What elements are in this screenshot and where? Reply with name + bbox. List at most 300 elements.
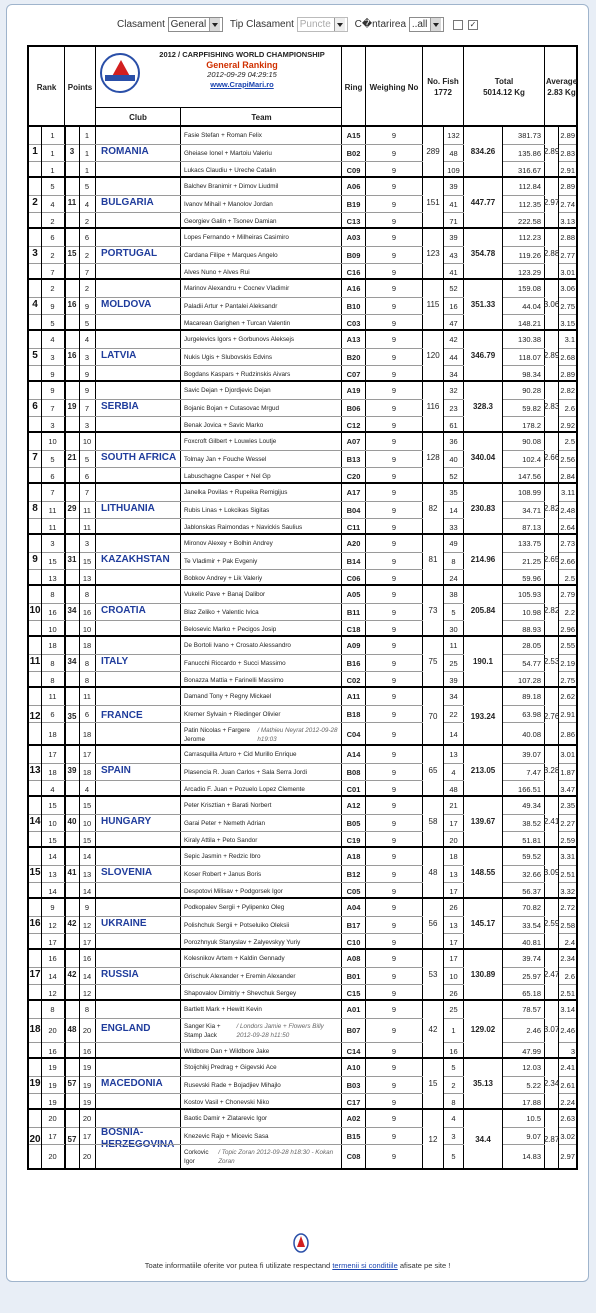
team-names [181,382,342,399]
ranking-title: General Ranking [206,60,278,70]
ring-cell: A14 [342,746,366,763]
ring-cell: A04 [342,899,366,916]
weighing-cell: 9 [366,899,423,916]
fish-cell: 39 [444,178,464,195]
team-rank: 9 [41,899,65,916]
team-members: Te Vladimir + Pak Evgeniy [184,557,258,565]
team-members: Jurgelevics Igors + Gorbunovs Aleksejs [184,336,295,343]
fish-cell: 39 [444,229,464,246]
team-rank: 3 [41,417,65,433]
weighing-cell: 9 [366,950,423,967]
team-rank: 12 [41,985,65,1001]
chevron-down-icon [209,18,220,31]
team-points: 18 [79,637,96,654]
country-name[interactable]: SPAIN [96,746,181,795]
team-members: Lopes Fernando + Milheiras Casimiro [184,234,289,241]
avg-cell: 3.47 [560,784,575,794]
team-points: 5 [79,451,96,467]
club-header: Club [96,107,181,127]
group-avg: 2.76 [545,688,559,744]
chevron-down-icon [430,18,441,31]
ranking-table [27,45,578,1170]
team-members: Shapovalov Dimitriy + Shevchuk Sergey [184,989,297,997]
group-total: 148.55 [464,848,503,897]
avg-cell: 3.14 [560,1005,575,1014]
country-name[interactable]: RUSSIA [96,950,181,999]
kg-cell: 25.97 [503,968,545,984]
points-cell: 19 [67,402,77,411]
weighing-cell: 9 [366,968,423,984]
ranking-group [29,637,576,688]
kg-cell: 2.46 [503,1019,545,1042]
team-points: 1 [79,127,96,144]
fish-cell: 34 [444,366,464,382]
fish-cell: 14 [444,723,464,746]
team-members: Lukacs Claudiu + Ureche Catalin [184,166,276,174]
avg-cell: 2.46 [560,1026,575,1035]
checkbox-unchecked[interactable] [453,20,463,30]
ring-cell: C16 [342,264,366,280]
country-name[interactable]: MACEDONIA [96,1059,181,1108]
team-members: Patin Nicolas + Fargere Jerome [184,726,250,743]
country-name[interactable]: ENGLAND [96,1001,181,1057]
team-points: 4 [79,331,96,348]
ring-cell: A05 [342,586,366,603]
kg-cell: 112.23 [503,229,545,246]
weighing-cell: 9 [366,781,423,797]
team-points: 8 [79,586,96,603]
avg-cell: 2.5 [564,573,575,583]
team-points: 7 [79,400,96,416]
weighing-cell: 9 [366,832,423,848]
avg-cell: 2.66 [560,556,575,566]
team-names [181,400,342,416]
rank-cell: 9 [32,554,38,565]
ring-cell: B17 [342,917,366,933]
fish-cell: 26 [444,899,464,916]
team-rank: 7 [41,264,65,280]
country-name[interactable]: LATVIA [96,331,181,380]
country-name[interactable]: CROATIA [96,586,181,635]
team-members: Knezevic Rajo + Micevic Sasa [184,1132,269,1140]
weighing-cell: 9 [366,764,423,780]
country-name[interactable]: BOSNIA-HERZEGOVINA [96,1110,181,1168]
rank-cell: 5 [32,350,38,361]
avg-cell: 2.86 [560,730,575,739]
points-cell: 57 [67,1079,77,1088]
team-points: 2 [79,213,96,229]
ring-cell: C03 [342,315,366,331]
weighing-cell: 9 [366,178,423,195]
weighing-cell: 9 [366,349,423,365]
team-points: 20 [79,1145,96,1168]
weighing-cell: 9 [366,417,423,433]
country-name[interactable]: SOUTH AFRICA [96,433,181,482]
group-fish: 73 [423,586,444,635]
group-total: 34.4 [464,1110,503,1168]
kg-cell: 316.67 [503,162,545,178]
weighing-cell: 9 [366,1077,423,1093]
championship-title: 2012 / CARPFISHING WORLD CHAMPIONSHIP [159,50,325,59]
team-names [181,349,342,365]
team-points: 4 [79,781,96,797]
avg-cell: 2.88 [560,233,575,242]
ranking-rows [29,127,576,1168]
country-name[interactable]: KAZAKHSTAN [96,535,181,584]
ring-cell: C14 [342,1043,366,1059]
avg-cell: 2.59 [560,835,575,845]
team-members: Georgiev Galin + Tsonev Damian [184,217,277,225]
team-points: 13 [79,570,96,586]
team-members: Bojanic Bojan + Cutasovac Mrgud [184,404,280,412]
cantarirea-select[interactable]: ..all [409,17,445,32]
team-points: 8 [79,1001,96,1018]
points-cell: 11 [67,198,77,207]
terms-link[interactable]: termenii si conditiile [332,1261,398,1270]
ring-cell: B04 [342,502,366,518]
team-members: Vukelic Pave + Banaj Dalibor [184,591,266,598]
fish-cell: 26 [444,985,464,1001]
team-members: Peter Krisztian + Barati Norbert [184,802,272,809]
points-cell: 48 [67,1024,77,1034]
kg-cell: 105.93 [503,586,545,603]
team-points: 19 [79,1059,96,1076]
group-avg: 2.34 [545,1059,559,1108]
team-points: 19 [79,1077,96,1093]
team-members: Rusevski Rade + Bojadjiev Mihajlo [184,1081,281,1089]
rank-cell: 8 [32,503,38,514]
team-points: 15 [79,797,96,814]
ring-cell: B07 [342,1019,366,1042]
country-name[interactable]: UKRAINE [96,899,181,948]
ranking-group [29,433,576,484]
team-rank: 7 [41,484,65,501]
weighing-cell: 9 [366,162,423,178]
team-names [181,264,342,280]
ring-cell: A12 [342,797,366,814]
weighing-cell: 9 [366,706,423,722]
kg-cell: 166.51 [503,781,545,797]
team-rank: 9 [41,366,65,382]
team-rank: 17 [41,934,65,950]
team-names [181,553,342,569]
team-names [181,934,342,950]
ring-cell: A01 [342,1001,366,1018]
checkbox-checked[interactable]: ✓ [469,19,477,29]
team-points: 15 [79,553,96,569]
team-points: 9 [79,366,96,382]
kg-cell: 14.83 [503,1145,545,1168]
ring-cell: C05 [342,883,366,899]
cantarirea-label: C�ntarirea [354,19,407,31]
weighing-cell: 9 [366,298,423,314]
tip-clasament-label: Tip Clasament [229,19,294,31]
team-names [181,621,342,637]
avg-cell: 3.01 [560,750,575,759]
team-members: Benak Jovica + Savic Marko [184,421,264,429]
kg-cell: 159.08 [503,280,545,297]
rank-cell: 13 [29,765,41,776]
team-rank: 20 [41,1145,65,1168]
team-points: 5 [79,315,96,331]
kg-cell: 21.25 [503,553,545,569]
group-total: 214.96 [464,535,503,584]
filter-bar [7,17,588,32]
weighing-cell: 9 [366,145,423,161]
team-points: 16 [79,1043,96,1059]
kg-cell: 34.71 [503,502,545,518]
kg-cell: 40.81 [503,934,545,950]
kg-cell: 38.52 [503,815,545,831]
team-members: Gheiase Ionel + Martoiu Valeriu [184,149,272,157]
team-rank: 18 [41,764,65,780]
country-name[interactable]: LITHUANIA [96,484,181,533]
team-points: 1 [79,162,96,178]
team-rank: 2 [41,247,65,263]
rank-cell: 17 [29,969,41,980]
ranking-group [29,331,576,382]
team-names [181,1094,342,1110]
team-names [181,1077,342,1093]
group-avg: 2.41 [545,797,559,846]
fish-cell: 49 [444,535,464,552]
weighing-cell: 9 [366,1094,423,1110]
points-cell: 16 [67,300,77,309]
team-points: 7 [79,264,96,280]
team-points: 9 [79,298,96,314]
team-names [181,213,342,229]
group-fish: 289 [423,127,444,176]
avg-cell: 2.75 [560,301,575,311]
ring-cell: B20 [342,349,366,365]
team-members: Polishchuk Sergii + Potseluiko Oleksii [184,921,290,929]
team-names [181,484,342,501]
country-name[interactable]: HUNGARY [96,797,181,846]
country-name[interactable]: BULGARIA [96,178,181,227]
ranking-group [29,229,576,280]
ranking-group [29,178,576,229]
kg-cell: 65.18 [503,985,545,1001]
team-rank: 2 [41,213,65,229]
fish-cell: 16 [444,298,464,314]
fish-cell: 36 [444,433,464,450]
team-rank: 16 [41,604,65,620]
group-total: 213.05 [464,746,503,795]
team-names [181,764,342,780]
ring-cell: A18 [342,848,366,865]
weighing-cell: 9 [366,433,423,450]
ring-cell: B19 [342,196,366,212]
kg-cell: 102.4 [503,451,545,467]
points-cell: 16 [67,351,77,360]
rank-cell: 19 [29,1078,41,1089]
team-rank: 16 [41,950,65,967]
group-total: 205.84 [464,586,503,635]
country-name[interactable]: MOLDOVA [96,280,181,329]
group-total: 328.3 [464,382,503,431]
team-names [181,331,342,348]
team-names [181,1059,342,1076]
kg-cell: 32.66 [503,866,545,882]
country-name[interactable]: PORTUGAL [96,229,181,278]
team-points: 12 [79,985,96,1001]
avg-cell: 3.15 [560,318,575,328]
tip-clasament-select[interactable]: Puncte [297,17,348,32]
avg-cell: 2.82 [560,386,575,395]
team-points: 14 [79,883,96,899]
group-avg: 2.83 [545,382,559,431]
team-rank: 8 [41,672,65,688]
avg-cell: 2.56 [560,454,575,464]
ring-cell: A06 [342,178,366,195]
weighing-cell: 9 [366,934,423,950]
weighing-cell: 9 [366,723,423,746]
fish-cell: 5 [444,1059,464,1076]
avg-cell: 2.73 [560,539,575,548]
group-total: 35.13 [464,1059,503,1108]
fish-cell: 5 [444,1145,464,1168]
team-names [181,1043,342,1059]
kg-cell: 381.73 [503,127,545,144]
clasament-select[interactable]: General [168,17,224,32]
team-names [181,196,342,212]
team-rank: 19 [41,1059,65,1076]
team-points: 6 [79,468,96,484]
team-rank: 4 [41,196,65,212]
avg-cell: 3.01 [560,267,575,277]
ring-cell: B02 [342,145,366,161]
avg-cell: 3.11 [560,488,575,497]
ring-cell: B16 [342,655,366,671]
kg-cell: 147.56 [503,468,545,484]
weighing-cell: 9 [366,400,423,416]
team-rank: 7 [41,400,65,416]
ring-cell: B09 [342,247,366,263]
rank-cell: 1 [32,146,38,157]
points-cell: 34 [67,657,77,666]
group-total: 351.33 [464,280,503,329]
fish-cell: 43 [444,247,464,263]
team-rank: 10 [41,433,65,450]
weighing-cell: 9 [366,746,423,763]
avg-cell: 2.89 [560,369,575,379]
kg-cell: 17.88 [503,1094,545,1110]
avg-cell: 2.27 [560,818,575,828]
kg-cell: 148.21 [503,315,545,331]
avg-cell: 2.83 [560,148,575,158]
team-rank: 14 [41,848,65,865]
team-rank: 6 [41,229,65,246]
avg-cell: 2.48 [560,505,575,515]
team-members: Blaz Zeliko + Valentic Ivica [184,608,259,616]
ring-cell: C17 [342,1094,366,1110]
team-members: Alves Nuno + Alves Rui [184,268,250,276]
ring-cell: B10 [342,298,366,314]
team-members: Sanger Kia + Stamp Jack [184,1022,221,1039]
team-names [181,917,342,933]
team-points: 20 [79,1019,96,1042]
kg-cell: 78.57 [503,1001,545,1018]
weighing-cell: 9 [366,502,423,518]
ranking-group [29,899,576,950]
fish-cell: 48 [444,145,464,161]
team-members: Grischuk Alexander + Eremin Alexander [184,972,296,980]
country-name[interactable]: ITALY [96,637,181,686]
team-rank: 13 [41,866,65,882]
ranking-group [29,382,576,433]
fish-cell: 52 [444,280,464,297]
team-rank: 17 [41,1128,65,1144]
ring-cell: C01 [342,781,366,797]
country-name[interactable]: SERBIA [96,382,181,431]
weighing-cell: 9 [366,672,423,688]
weighing-cell: 9 [366,519,423,535]
weighing-cell: 9 [366,883,423,899]
group-avg: 2.88 [545,229,559,278]
team-names [181,688,342,705]
team-members: Kremer Sylvain + Riedinger Olivier [184,710,281,718]
weighing-cell: 9 [366,484,423,501]
fish-cell: 24 [444,570,464,586]
ranking-group [29,586,576,637]
weighing-cell: 9 [366,468,423,484]
team-points: 18 [79,723,96,746]
country-name[interactable]: FRANCE [96,688,181,744]
avg-cell: 3 [570,1046,575,1056]
avg-cell: 2.91 [560,165,575,175]
ranking-group [29,848,576,899]
ring-cell: B12 [342,866,366,882]
team-names [181,866,342,882]
team-points: 16 [79,950,96,967]
team-members: Wildbore Dan + Wildbore Jake [184,1047,270,1055]
nofish-header: No. Fish 1772 [423,47,464,127]
team-names [181,570,342,586]
weighing-header: Weighing No [366,47,423,127]
team-names [181,502,342,518]
country-name[interactable]: SLOVENIA [96,848,181,897]
group-total: 193.24 [464,688,503,744]
site-link[interactable]: www.CrapiMari.ro [210,80,274,89]
country-name[interactable]: ROMANIA [96,127,181,176]
weighing-cell: 9 [366,247,423,263]
group-total: 230.83 [464,484,503,533]
team-rank: 14 [41,968,65,984]
group-avg: 2.89 [545,331,559,380]
ring-header: Ring [342,47,366,127]
team-points: 12 [79,917,96,933]
team-rank: 8 [41,586,65,603]
fish-cell: 4 [444,1110,464,1127]
points-cell: 40 [67,817,77,826]
kg-cell: 59.52 [503,848,545,865]
team-members: Janelka Povilas + Rupeika Remigijus [184,489,288,496]
group-avg: 2.82 [545,484,559,533]
points-header: Points [65,47,96,127]
ring-cell: A11 [342,688,366,705]
weighing-cell: 9 [366,366,423,382]
team-points: 17 [79,934,96,950]
kg-cell: 33.54 [503,917,545,933]
weighing-cell: 9 [366,797,423,814]
team-points: 2 [79,280,96,297]
team-members: Kolesnikov Artem + Kaldin Gennady [184,955,285,962]
weighing-cell: 9 [366,917,423,933]
team-rank: 2 [41,280,65,297]
team-rank: 18 [41,723,65,746]
weighing-cell: 9 [366,586,423,603]
team-rank: 12 [41,917,65,933]
